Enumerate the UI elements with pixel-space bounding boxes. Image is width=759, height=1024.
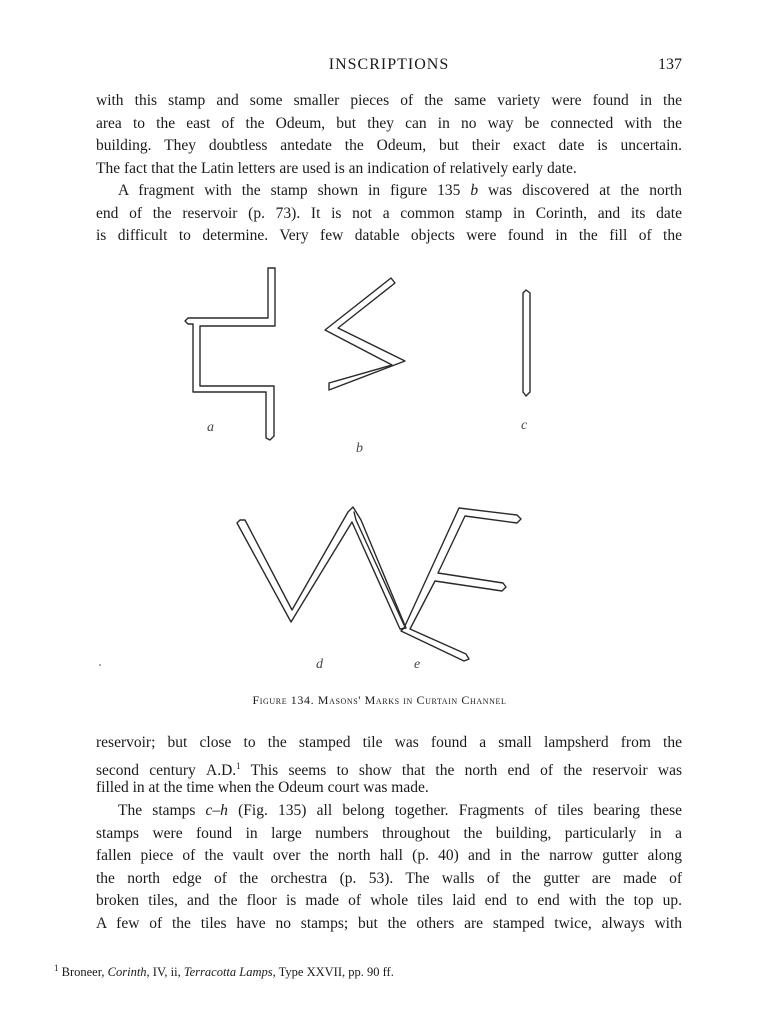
- paragraph-3: [96, 732, 682, 800]
- text-line: broken tiles, and the floor is made of whole tiles laid end to end with the top up.: [96, 892, 682, 909]
- mark-b: [325, 278, 405, 390]
- label-d: d: [316, 657, 323, 672]
- paragraph-2: [96, 180, 682, 248]
- mark-c: [523, 290, 530, 396]
- text-line: stamps were found in large numbers throughout the building, particularly in a: [96, 824, 682, 842]
- text-line: fallen piece of the vault over the north hall (p. 40) and in the narrow gutter along: [96, 847, 682, 864]
- caption-text: Figure 134. Masons' Marks in Curtain Channel: [252, 693, 507, 707]
- text-line: [96, 180, 682, 203]
- running-head: [96, 56, 682, 78]
- text-line: A few of the tiles have no stamps; but the others are stamped twice, always with: [96, 914, 682, 932]
- text-line: area to the east of the Odeum, but they can in no way be connected with the: [96, 114, 682, 132]
- text-span: This seems to show that the north end of the reservoir was: [240, 761, 682, 779]
- mark-d: [237, 507, 406, 629]
- text-line: building. They doubtless antedate the Odeum, but their exact date is uncertain.: [96, 137, 682, 154]
- text-span: (Fig. 135) all belong together. Fragments of tiles bearing these: [227, 802, 682, 819]
- footnote-number: 1: [54, 963, 59, 973]
- footnote-marker: 1: [236, 760, 241, 771]
- text-line: with this stamp and some smaller pieces of the same variety were found in the: [96, 92, 682, 109]
- text-line: [96, 800, 682, 823]
- paragraph-4: [96, 800, 682, 935]
- footnote-pages: , Type XXVII, pp. 90 ff.: [272, 965, 394, 980]
- page-title: INSCRIPTIONS: [328, 56, 450, 73]
- figure-ref: c–h: [205, 802, 228, 819]
- figure-ref: b: [470, 182, 479, 199]
- paragraph-1: [96, 90, 682, 180]
- footnote-volume: , IV, ii,: [146, 965, 184, 980]
- era-abbrev: A.D.: [206, 761, 237, 779]
- label-a: a: [207, 420, 214, 435]
- text-line: The fact that the Latin letters are used is an indication of relatively early date.: [96, 159, 577, 177]
- label-b: b: [356, 441, 363, 456]
- masons-marks-drawing: [0, 255, 759, 685]
- footnote-title: Terracotta Lamps: [183, 965, 273, 980]
- figure-caption: [0, 693, 759, 708]
- text-line: reservoir; but close to the stamped tile was found a small lampsherd from the: [96, 734, 682, 751]
- footnote: [54, 963, 694, 980]
- text-line: the north edge of the orchestra (p. 53). The walls of the gutter are made of: [96, 869, 682, 887]
- mark-a: [185, 268, 275, 440]
- label-c: c: [521, 418, 528, 433]
- text-span: second century: [96, 761, 207, 779]
- label-e: e: [414, 657, 421, 672]
- mark-e: [401, 508, 521, 661]
- speck: [99, 664, 101, 666]
- text-span: was discovered at the north: [478, 182, 682, 199]
- text-line: [96, 755, 682, 778]
- mark-d-inner: [354, 512, 404, 625]
- footnote-work: Corinth: [107, 965, 147, 980]
- text-line: is difficult to determine. Very few datable objects were found in the fill of the: [96, 227, 682, 244]
- figure-masons-marks: [0, 255, 759, 685]
- text-line: filled in at the time when the Odeum court was made.: [96, 779, 429, 796]
- text-span: A fragment with the stamp shown in figure 135: [118, 182, 471, 199]
- text-line: end of the reservoir (p. 73). It is not a common stamp in Corinth, and its date: [96, 204, 682, 222]
- page-number: 137: [658, 56, 682, 73]
- text-span: The stamps: [118, 802, 206, 819]
- footnote-author: Broneer,: [61, 965, 108, 980]
